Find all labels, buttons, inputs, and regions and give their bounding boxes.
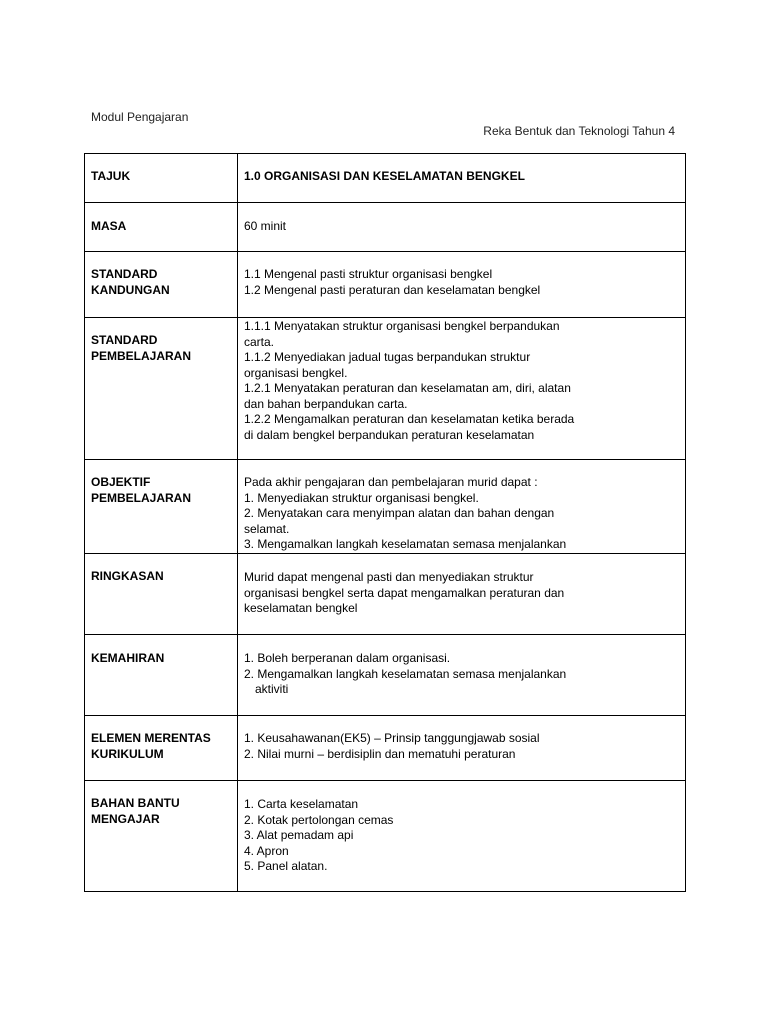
label-standard-kandungan [85, 252, 238, 318]
cell-kemahiran [238, 635, 686, 716]
label-line: OBJEKTIF [91, 475, 151, 489]
content-line: dan bahan berpandukan carta. [244, 396, 408, 411]
content-line: 2. Menyatakan cara menyimpan alatan dan bahan dengan [244, 506, 555, 520]
label-line: PEMBELAJARAN [91, 348, 192, 363]
content-line: 1.2.1 Menyatakan peraturan dan keselamatan am, diri, alatan [244, 381, 571, 395]
cell-elemen [238, 716, 686, 781]
label-ringkasan-text: RINGKASAN [91, 569, 164, 583]
row-objektif [85, 460, 686, 554]
content-line: 3. Alat pemadam api [244, 828, 354, 842]
label-objektif [85, 460, 238, 554]
content-line: 5. Panel alatan. [244, 859, 328, 873]
label-tajuk [85, 154, 238, 203]
label-elemen [85, 716, 238, 781]
lesson-plan-table [84, 153, 686, 892]
label-line: KANDUNGAN [91, 282, 170, 297]
label-bahan [85, 781, 238, 892]
row-standard-kandungan [85, 252, 686, 318]
content-line: 1. Boleh berperanan dalam organisasi. [244, 651, 451, 665]
content-line: 1.1 Mengenal pasti struktur organisasi bengkel [244, 267, 493, 281]
row-standard-pembelajaran [85, 318, 686, 460]
content-line: 1.1.1 Menyatakan struktur organisasi bengkel berpandukan [244, 319, 560, 333]
content-line: selamat. [244, 521, 290, 536]
row-masa [85, 203, 686, 252]
content-line: keselamatan bengkel [244, 601, 358, 615]
content-line: 1.2 Mengenal pasti peraturan dan keselamatan bengkel [244, 282, 541, 297]
content-line: 1. Carta keselamatan [244, 797, 359, 811]
cell-objektif [238, 460, 686, 554]
row-bahan [85, 781, 686, 892]
content-line: 1. Menyediakan struktur organisasi bengkel. [244, 490, 479, 505]
label-kemahiran-text: KEMAHIRAN [91, 651, 165, 665]
subject-title: Reka Bentuk dan Teknologi Tahun 4 [483, 124, 675, 138]
content-line: 3. Mengamalkan langkah keselamatan semasa menjalankan [244, 537, 567, 551]
content-line: aktiviti [255, 682, 289, 696]
cell-standard-kandungan [238, 252, 686, 318]
cell-tajuk [238, 154, 686, 203]
row-tajuk [85, 154, 686, 203]
content-line: Murid dapat mengenal pasti dan menyediakan struktur [244, 570, 534, 584]
content-line: 1.2.2 Mengamalkan peraturan dan keselamatan ketika berada [244, 412, 575, 426]
masa-value: 60 minit [244, 219, 287, 233]
content-line: 1. Keusahawanan(EK5) – Prinsip tanggungjawab sosial [244, 731, 540, 745]
content-line: 2. Kotak pertolongan cemas [244, 812, 394, 827]
label-line: STANDARD [91, 267, 158, 281]
cell-masa [238, 203, 686, 252]
content-line: di dalam bengkel berpandukan peraturan keselamatan [244, 427, 535, 442]
content-line: 4. Apron [244, 843, 289, 858]
row-ringkasan [85, 554, 686, 635]
row-kemahiran [85, 635, 686, 716]
label-line: PEMBELAJARAN [91, 490, 192, 505]
label-line: STANDARD [91, 333, 158, 347]
label-masa-text: MASA [91, 219, 127, 233]
label-masa [85, 203, 238, 252]
tajuk-value: 1.0 ORGANISASI DAN KESELAMATAN BENGKEL [244, 169, 525, 183]
label-standard-pembelajaran [85, 318, 238, 460]
label-line: ELEMEN MERENTAS [91, 731, 211, 745]
label-kemahiran [85, 635, 238, 716]
label-line: MENGAJAR [91, 811, 160, 826]
content-line: 1.1.2 Menyediakan jadual tugas berpandukan struktur [244, 350, 531, 364]
cell-ringkasan [238, 554, 686, 635]
label-line: KURIKULUM [91, 746, 164, 761]
row-elemen [85, 716, 686, 781]
content-line: 2. Nilai murni – berdisiplin dan mematuhi peraturan [244, 746, 516, 761]
content-line: Pada akhir pengajaran dan pembelajaran murid dapat : [244, 475, 538, 489]
label-tajuk-text: TAJUK [91, 169, 131, 183]
cell-standard-pembelajaran [238, 318, 686, 460]
content-line: 2. Mengamalkan langkah keselamatan semasa menjalankan [244, 666, 567, 681]
cell-bahan [238, 781, 686, 892]
content-line: organisasi bengkel serta dapat mengamalkan peraturan dan [244, 585, 565, 600]
content-line: carta. [244, 334, 275, 349]
label-line: BAHAN BANTU [91, 796, 180, 810]
label-ringkasan [85, 554, 238, 635]
content-line: organisasi bengkel. [244, 365, 348, 380]
module-title: Modul Pengajaran [91, 110, 189, 124]
